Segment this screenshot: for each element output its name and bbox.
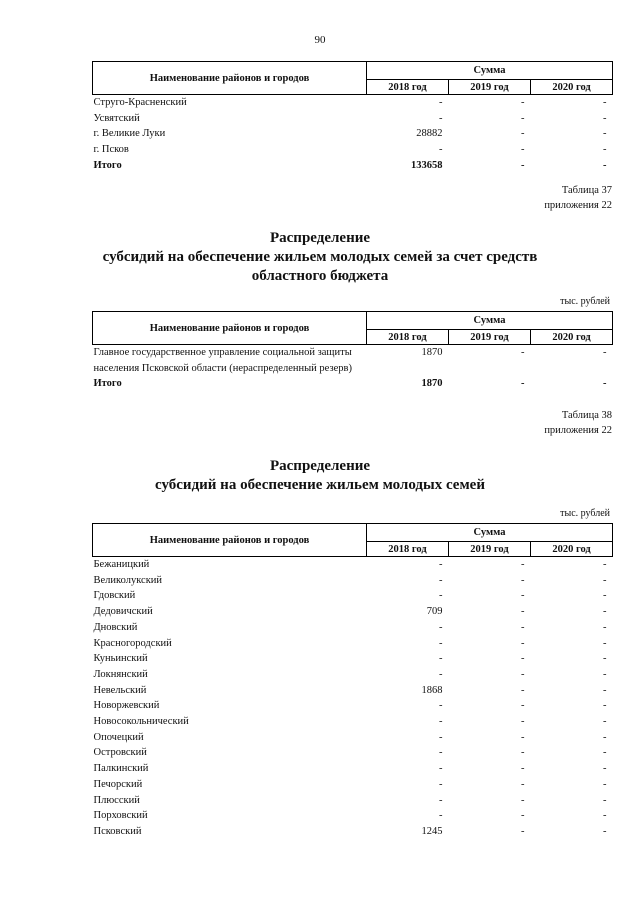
cell-2020: - <box>603 825 607 837</box>
cell-2019: - <box>521 778 525 790</box>
cell-2019: - <box>521 716 525 728</box>
cell-2020: - <box>603 747 607 759</box>
cell-2018: - <box>439 653 443 665</box>
table-37-note <box>544 183 612 213</box>
row-name: Усвятский <box>93 112 140 124</box>
table-row <box>93 142 613 158</box>
table-row <box>93 667 613 683</box>
header-name: Наименование районов и городов <box>93 524 367 557</box>
total-2019: - <box>521 378 525 390</box>
row-name: Псковский <box>93 825 142 837</box>
cell-2020: - <box>603 97 607 108</box>
table-row <box>93 683 613 699</box>
row-name: Красногородский <box>93 637 172 649</box>
cell-2018: - <box>439 637 443 649</box>
header-2019: 2019 год <box>449 330 531 345</box>
cell-2020: - <box>603 347 607 358</box>
cell-2019: - <box>521 700 525 712</box>
header-sum: Сумма <box>367 524 613 542</box>
title-line: областного бюджета <box>251 268 389 284</box>
row-name: Невельский <box>93 684 147 696</box>
table-row <box>93 761 613 777</box>
table-row <box>93 636 613 652</box>
table-row <box>93 620 613 636</box>
row-name: Дновский <box>93 621 138 633</box>
header-sum: Сумма <box>367 62 613 80</box>
row-name: Плюсский <box>93 794 140 806</box>
cell-2020: - <box>603 700 607 712</box>
header-2019: 2019 год <box>449 542 531 557</box>
cell-2018: - <box>439 763 443 775</box>
total-label: Итого <box>93 378 122 390</box>
cell-2018: - <box>439 97 443 108</box>
cell-2018: - <box>439 621 443 633</box>
table-row <box>93 808 613 824</box>
table-row <box>93 698 613 714</box>
cell-2019: - <box>521 810 525 822</box>
total-label: Итого <box>93 159 122 171</box>
cell-2020: - <box>603 668 607 680</box>
table-37-label: Таблица 37 <box>561 185 612 196</box>
row-name: г. Великие Луки <box>93 128 166 140</box>
table-row <box>93 588 613 604</box>
row-name: Палкинский <box>93 763 149 775</box>
page-number: 90 <box>314 34 326 46</box>
cell-2020: - <box>603 574 607 586</box>
row-name: Великолукский <box>93 574 163 586</box>
title-line: Распределение <box>269 458 371 474</box>
cell-2018: 1870 <box>421 347 443 358</box>
table-37-title <box>0 229 640 286</box>
header-2020: 2020 год <box>531 542 613 557</box>
cell-2019: - <box>521 825 525 837</box>
title-line: субсидий на обеспечение жильем молодых семей за счет средств <box>102 249 538 265</box>
cell-2019: - <box>521 144 525 156</box>
table-38-label: Таблица 38 <box>561 410 612 421</box>
cell-2018: 709 <box>426 606 443 618</box>
title-line: субсидий на обеспечение жильем молодых семей <box>155 477 485 493</box>
cell-2018: - <box>439 731 443 743</box>
row-name: Порховский <box>93 810 148 822</box>
table-37 <box>92 311 613 392</box>
cell-2019: - <box>521 574 525 586</box>
cell-2018: - <box>439 794 443 806</box>
total-row <box>93 158 613 174</box>
table-38-note <box>544 408 612 438</box>
table-row <box>93 793 613 809</box>
header-2020: 2020 год <box>531 80 613 95</box>
row-name: Дедовичский <box>93 606 153 618</box>
total-2020: - <box>603 378 607 390</box>
table-row <box>93 651 613 667</box>
cell-2019: - <box>521 763 525 775</box>
cell-2018: 1245 <box>421 825 443 837</box>
row-name: Бежаницкий <box>93 559 150 570</box>
table-row <box>93 345 613 377</box>
cell-2018: 1868 <box>421 684 443 696</box>
appendix-22-label: приложения 22 <box>544 200 612 211</box>
cell-2020: - <box>603 606 607 618</box>
appendix-22-label: приложения 22 <box>544 425 612 436</box>
cell-2018: - <box>439 112 443 124</box>
cell-2020: - <box>603 128 607 140</box>
cell-2020: - <box>603 559 607 570</box>
unit-label: тыс. рублей <box>560 296 610 307</box>
cell-2020: - <box>603 731 607 743</box>
table-row <box>93 714 613 730</box>
cell-2018: - <box>439 668 443 680</box>
row-name: г. Псков <box>93 144 129 156</box>
header-name: Наименование районов и городов <box>93 312 367 345</box>
cell-2020: - <box>603 763 607 775</box>
table-row <box>93 730 613 746</box>
cell-2019: - <box>521 112 525 124</box>
cell-2020: - <box>603 778 607 790</box>
total-2018: 133658 <box>411 159 443 171</box>
unit-label: тыс. рублей <box>560 508 610 519</box>
header-2018: 2018 год <box>367 542 449 557</box>
cell-2020: - <box>603 144 607 156</box>
cell-2018: - <box>439 778 443 790</box>
table-row <box>93 95 613 111</box>
cell-2019: - <box>521 668 525 680</box>
cell-2020: - <box>603 810 607 822</box>
cell-2019: - <box>521 621 525 633</box>
total-row <box>93 376 613 392</box>
table-row <box>93 126 613 142</box>
table-row <box>93 557 613 573</box>
cell-2019: - <box>521 637 525 649</box>
cell-2020: - <box>603 590 607 602</box>
cell-2020: - <box>603 794 607 806</box>
header-2020: 2020 год <box>531 330 613 345</box>
row-name: Новосокольнический <box>93 716 189 728</box>
row-name: Главное государственное управление социальной защиты населения Псковской области (нераспределенный резерв) <box>93 347 352 374</box>
cell-2018: - <box>439 716 443 728</box>
table-row <box>93 824 613 840</box>
cell-2018: 28882 <box>416 128 443 140</box>
cell-2019: - <box>521 606 525 618</box>
cell-2020: - <box>603 653 607 665</box>
table-row <box>93 745 613 761</box>
cell-2019: - <box>521 97 525 108</box>
total-2019: - <box>521 159 525 171</box>
cell-2019: - <box>521 653 525 665</box>
cell-2018: - <box>439 700 443 712</box>
table-row <box>93 111 613 127</box>
row-name: Опочецкий <box>93 731 144 743</box>
cell-2019: - <box>521 347 525 358</box>
title-line: Распределение <box>269 230 371 246</box>
row-name: Локнянский <box>93 668 148 680</box>
row-name: Струго-Красненский <box>93 97 187 108</box>
cell-2019: - <box>521 731 525 743</box>
cell-2018: - <box>439 810 443 822</box>
table-row <box>93 604 613 620</box>
row-name: Островский <box>93 747 147 759</box>
table-continuation <box>92 61 613 174</box>
row-name: Гдовский <box>93 590 136 602</box>
cell-2020: - <box>603 684 607 696</box>
table-row <box>93 777 613 793</box>
cell-2018: - <box>439 559 443 570</box>
table-38-title <box>0 457 640 495</box>
total-2018: 1870 <box>421 378 443 390</box>
cell-2018: - <box>439 747 443 759</box>
cell-2018: - <box>439 144 443 156</box>
row-name: Куньинский <box>93 653 148 665</box>
cell-2019: - <box>521 128 525 140</box>
header-2019: 2019 год <box>449 80 531 95</box>
cell-2020: - <box>603 621 607 633</box>
cell-2018: - <box>439 590 443 602</box>
header-sum: Сумма <box>367 312 613 330</box>
cell-2019: - <box>521 684 525 696</box>
table-38 <box>92 523 613 840</box>
total-2020: - <box>603 159 607 171</box>
cell-2019: - <box>521 747 525 759</box>
header-2018: 2018 год <box>367 330 449 345</box>
cell-2019: - <box>521 794 525 806</box>
cell-2019: - <box>521 559 525 570</box>
row-name: Новоржевский <box>93 700 160 712</box>
cell-2020: - <box>603 112 607 124</box>
header-2018: 2018 год <box>367 80 449 95</box>
row-name: Печорский <box>93 778 143 790</box>
table-row <box>93 573 613 589</box>
header-name: Наименование районов и городов <box>93 62 367 95</box>
cell-2019: - <box>521 590 525 602</box>
cell-2020: - <box>603 716 607 728</box>
cell-2018: - <box>439 574 443 586</box>
cell-2020: - <box>603 637 607 649</box>
